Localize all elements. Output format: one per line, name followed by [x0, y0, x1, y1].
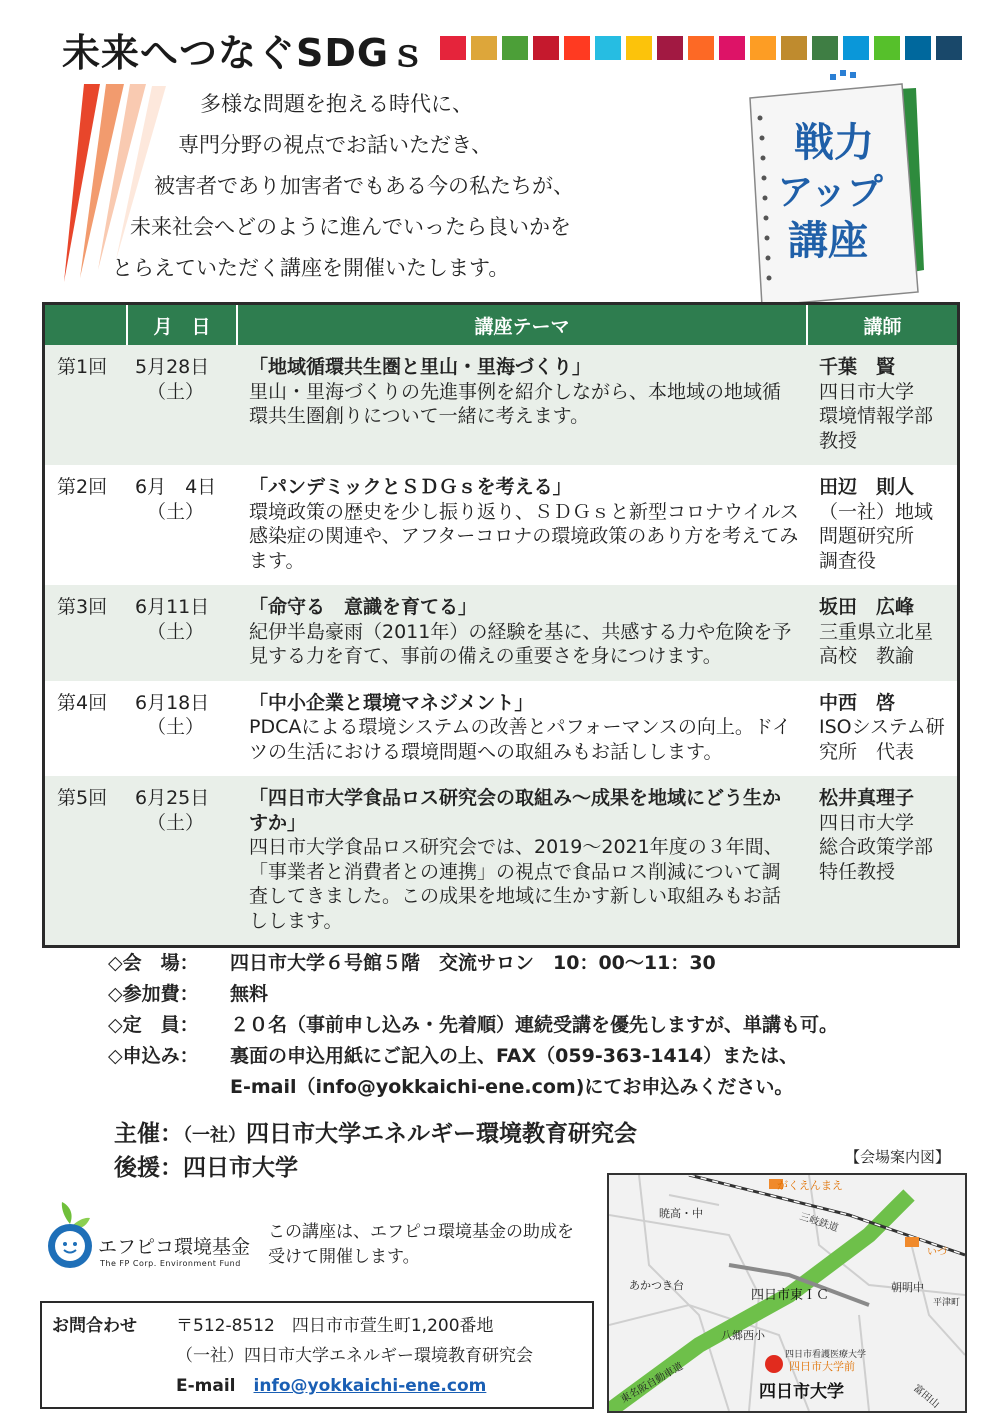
fee-label: ◇参加費：	[108, 983, 199, 1005]
fund-name-english: The FP Corp. Environment Fund	[100, 1259, 241, 1268]
fund-note: この講座は、エフピコ環境基金の助成を 受けて開催します。	[268, 1222, 574, 1267]
table-row	[44, 585, 959, 681]
event-info	[108, 948, 838, 1103]
host-label: 主催：	[114, 1121, 183, 1147]
intro-line: 未来社会へどのように進んでいったら良いかを	[130, 215, 571, 239]
sdg-color-square	[595, 36, 621, 60]
contact-box	[40, 1301, 594, 1409]
col-header-no	[44, 304, 128, 346]
contact-org: （一社）四日市大学エネルギー環境教育研究会	[176, 1346, 533, 1366]
capacity-value: ２０名（事前申し込み・先着順）連続受講を優先しますが、単講も可。	[230, 1014, 839, 1036]
sdg-color-bar	[440, 36, 962, 60]
badge-line: 戦力	[794, 120, 874, 166]
session-lecturer: 田辺 則人 （一社）地域 問題研究所 調査役	[807, 465, 959, 585]
session-lecturer: 松井真理子 四日市大学 総合政策学部 特任教授	[807, 776, 959, 947]
map-place: 暁高・中	[659, 1207, 703, 1220]
sdg-color-square	[874, 36, 900, 60]
sdg-color-square	[688, 36, 714, 60]
map-place: 平津町	[933, 1298, 961, 1308]
sdg-color-square	[750, 36, 776, 60]
session-no: 第4回	[44, 681, 128, 777]
session-theme: 「中小企業と環境マネジメント」 PDCAによる環境システムの改善とパフォーマンスの向上。ドイツの生活における環境問題への取組みもお話しします。	[237, 681, 807, 777]
map-caption: 【会場案内図】	[845, 1148, 951, 1166]
email-link[interactable]: info@yokkaichi-ene.com	[253, 1376, 487, 1396]
map-place: がくえんまえ	[777, 1179, 843, 1192]
venue-label: ◇会 場：	[108, 952, 199, 974]
col-header-date: 月 日	[127, 304, 237, 346]
sdg-color-square	[471, 36, 497, 60]
intro-line: 専門分野の視点でお話いただき、	[178, 133, 493, 157]
sdg-color-square	[533, 36, 559, 60]
map-place: 富田山	[911, 1382, 942, 1411]
session-date: 6月25日 （土）	[127, 776, 237, 947]
sdg-color-square	[936, 36, 962, 60]
fund-name: エフピコ環境基金	[98, 1236, 251, 1258]
session-theme: 「命守る 意識を育てる」 紀伊半島豪雨（2011年）の経験を基に、共感する力や危険を予見する力を育て、事前の備えの重要さを身につけます。	[237, 585, 807, 681]
sponsor-block	[114, 1118, 637, 1185]
capacity-row	[108, 1010, 838, 1041]
map-place: あかつき台	[629, 1279, 684, 1292]
col-header-theme: 講座テーマ	[237, 304, 807, 346]
map-place: 八郷西小	[721, 1329, 765, 1342]
intro-text	[96, 84, 696, 289]
fee-row	[108, 979, 838, 1010]
table-header-row	[44, 304, 959, 346]
sdg-color-square	[843, 36, 869, 60]
schedule-table	[42, 302, 960, 948]
session-theme: 「パンデミックとＳＤＧｓを考える」 環境政策の歴史を少し振り返り、ＳＤＧｓと新型コロナウイルス感染症の関連や、アフターコロナの環境政策のあり方を考えてみます。	[237, 465, 807, 585]
session-date: 5月28日 （土）	[127, 345, 237, 465]
session-lecturer: 千葉 賢 四日市大学 環境情報学部 教授	[807, 345, 959, 465]
map-place: 四日市大学前	[789, 1360, 855, 1373]
table-row	[44, 345, 959, 465]
map-place: 東名阪自動車道	[619, 1361, 686, 1406]
map-place: いづ	[927, 1247, 947, 1258]
fund-logo-icon	[40, 1198, 104, 1272]
map-place: 四日市看護医療大学	[785, 1350, 867, 1360]
notebook-badge	[730, 70, 930, 310]
apply-row	[108, 1041, 838, 1072]
sdg-color-square	[440, 36, 466, 60]
badge-line: アップ	[777, 172, 883, 213]
sdg-color-square	[812, 36, 838, 60]
sdg-color-square	[564, 36, 590, 60]
badge-line: 講座	[788, 218, 868, 264]
apply-value-2: E-mail（info@yokkaichi-ene.com)にてお申込みください。	[230, 1076, 794, 1098]
map-place: 朝明中	[891, 1281, 924, 1294]
capacity-label: ◇定 員：	[108, 1014, 199, 1036]
session-lecturer: 中西 啓 ISOシステム研 究所 代表	[807, 681, 959, 777]
contact-address: 〒512-8512 四日市市萱生町1,200番地	[176, 1316, 494, 1336]
support-label: 後援：	[114, 1155, 183, 1181]
session-date: 6月18日 （土）	[127, 681, 237, 777]
session-no: 第2回	[44, 465, 128, 585]
sdg-color-square	[502, 36, 528, 60]
page-title: 未来へつなぐSDGｓ	[62, 31, 429, 75]
host-name: 四日市大学エネルギー環境教育研究会	[246, 1121, 637, 1147]
session-date: 6月 4日 （土）	[127, 465, 237, 585]
sdg-color-square	[657, 36, 683, 60]
session-date: 6月11日 （土）	[127, 585, 237, 681]
sdg-color-square	[905, 36, 931, 60]
apply-value: 裏面の申込用紙にご記入の上、FAX（059-363-1414）または、	[230, 1045, 799, 1067]
venue-map	[607, 1173, 967, 1413]
table-row	[44, 465, 959, 585]
session-no: 第3回	[44, 585, 128, 681]
map-place: 三岐鉄道	[798, 1211, 840, 1235]
session-lecturer: 坂田 広峰 三重県立北星 高校 教諭	[807, 585, 959, 681]
map-place: 四日市大学	[759, 1382, 844, 1402]
table-row	[44, 681, 959, 777]
session-theme: 「地域循環共生圏と里山・里海づくり」 里山・里海づくりの先進事例を紹介しながら、本地域の地域循環共生圏創りについて一緒に考えます。	[237, 345, 807, 465]
apply-row-2	[108, 1072, 838, 1103]
intro-line: とらえていただく講座を開催いたします。	[112, 256, 510, 280]
intro-line: 多様な問題を抱える時代に、	[200, 92, 473, 116]
apply-label: ◇申込み：	[108, 1045, 199, 1067]
table-row	[44, 776, 959, 947]
sdg-color-square	[719, 36, 745, 60]
col-header-lecturer: 講師	[807, 304, 959, 346]
host-prefix: （一社）	[183, 1125, 246, 1146]
intro-line: 被害者であり加害者でもある今の私たちが、	[154, 174, 574, 198]
session-no: 第5回	[44, 776, 128, 947]
sdg-color-square	[781, 36, 807, 60]
venue-row	[108, 948, 838, 979]
session-theme: 「四日市大学食品ロス研究会の取組み～成果を地域にどう生かすか」 四日市大学食品ロス研究会では、2019～2021年度の３年間、「事業者と消費者との連携」の視点で食品ロス削減について調査してきました。この成果を地域に生かす新しい取組みもお話しします。	[237, 776, 807, 947]
contact-label: お問合わせ	[52, 1316, 137, 1336]
session-no: 第1回	[44, 345, 128, 465]
email-label: E-mail	[176, 1376, 236, 1396]
sdg-color-square	[626, 36, 652, 60]
map-place: 四日市東ＩＣ	[751, 1288, 830, 1303]
support-name: 四日市大学	[183, 1155, 298, 1181]
venue-value: 四日市大学６号館５階 交流サロン 10：00～11：30	[230, 952, 716, 974]
fee-value: 無料	[230, 983, 269, 1005]
